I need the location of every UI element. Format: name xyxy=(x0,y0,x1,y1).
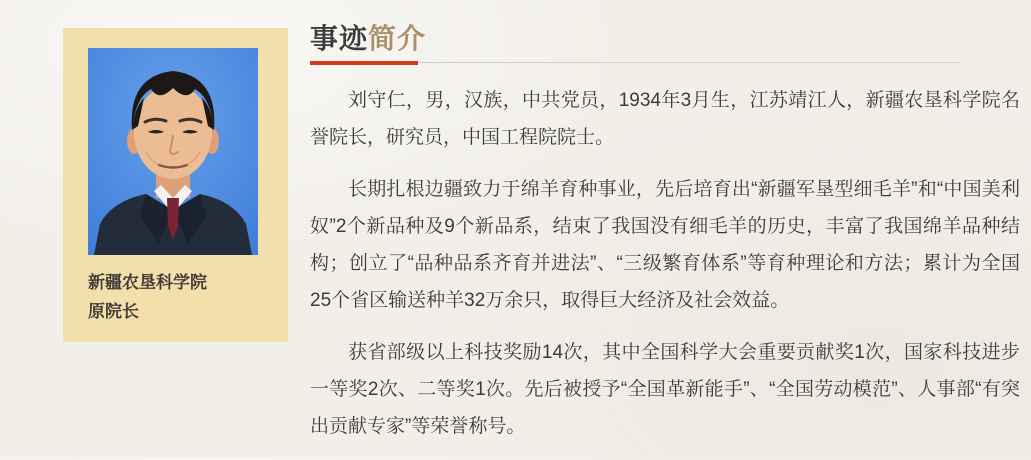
organization-name: 新疆农垦科学院 xyxy=(88,273,207,292)
profile-caption xyxy=(88,268,268,326)
main-content xyxy=(310,22,1020,460)
portrait-illustration xyxy=(88,48,258,255)
job-title: 原院长 xyxy=(88,302,139,321)
section-title-secondary: 简介 xyxy=(368,23,427,54)
biography-paragraph: 长期扎根边疆致力于绵羊育种事业，先后培育出“新疆军垦型细毛羊”和“中国美利奴”2个新品种及9个新品系，结束了我国没有细毛羊的历史，丰富了我国绵羊品种结构；创立了“品种品系齐育并进法”、“三级繁育体系”等育种理论和方法；累计为全国25个省区输送种羊32万余只，取得巨大经济及社会效益。 xyxy=(310,179,1020,311)
section-title xyxy=(310,22,1020,56)
portrait-photo xyxy=(88,48,258,255)
biography-paragraph: 刘守仁，男，汉族，中共党员，1934年3月生，江苏靖江人，新疆农垦科学院名誉院长，研究员，中国工程院院士。 xyxy=(310,90,1020,148)
section-title-primary: 事迹 xyxy=(310,23,369,54)
divider-rule xyxy=(418,62,960,63)
section-title-underline xyxy=(310,61,960,65)
profile-card xyxy=(63,28,288,342)
biography xyxy=(310,82,1020,445)
accent-rule xyxy=(310,61,418,65)
biography-paragraph: 获省部级以上科技奖励14次，其中全国科学大会重要贡献奖1次，国家科技进步一等奖2次、二等奖1次。先后被授予“全国革新能手”、“全国劳动模范”、人事部“有突出贡献专家”等荣誉称号。 xyxy=(310,342,1020,437)
